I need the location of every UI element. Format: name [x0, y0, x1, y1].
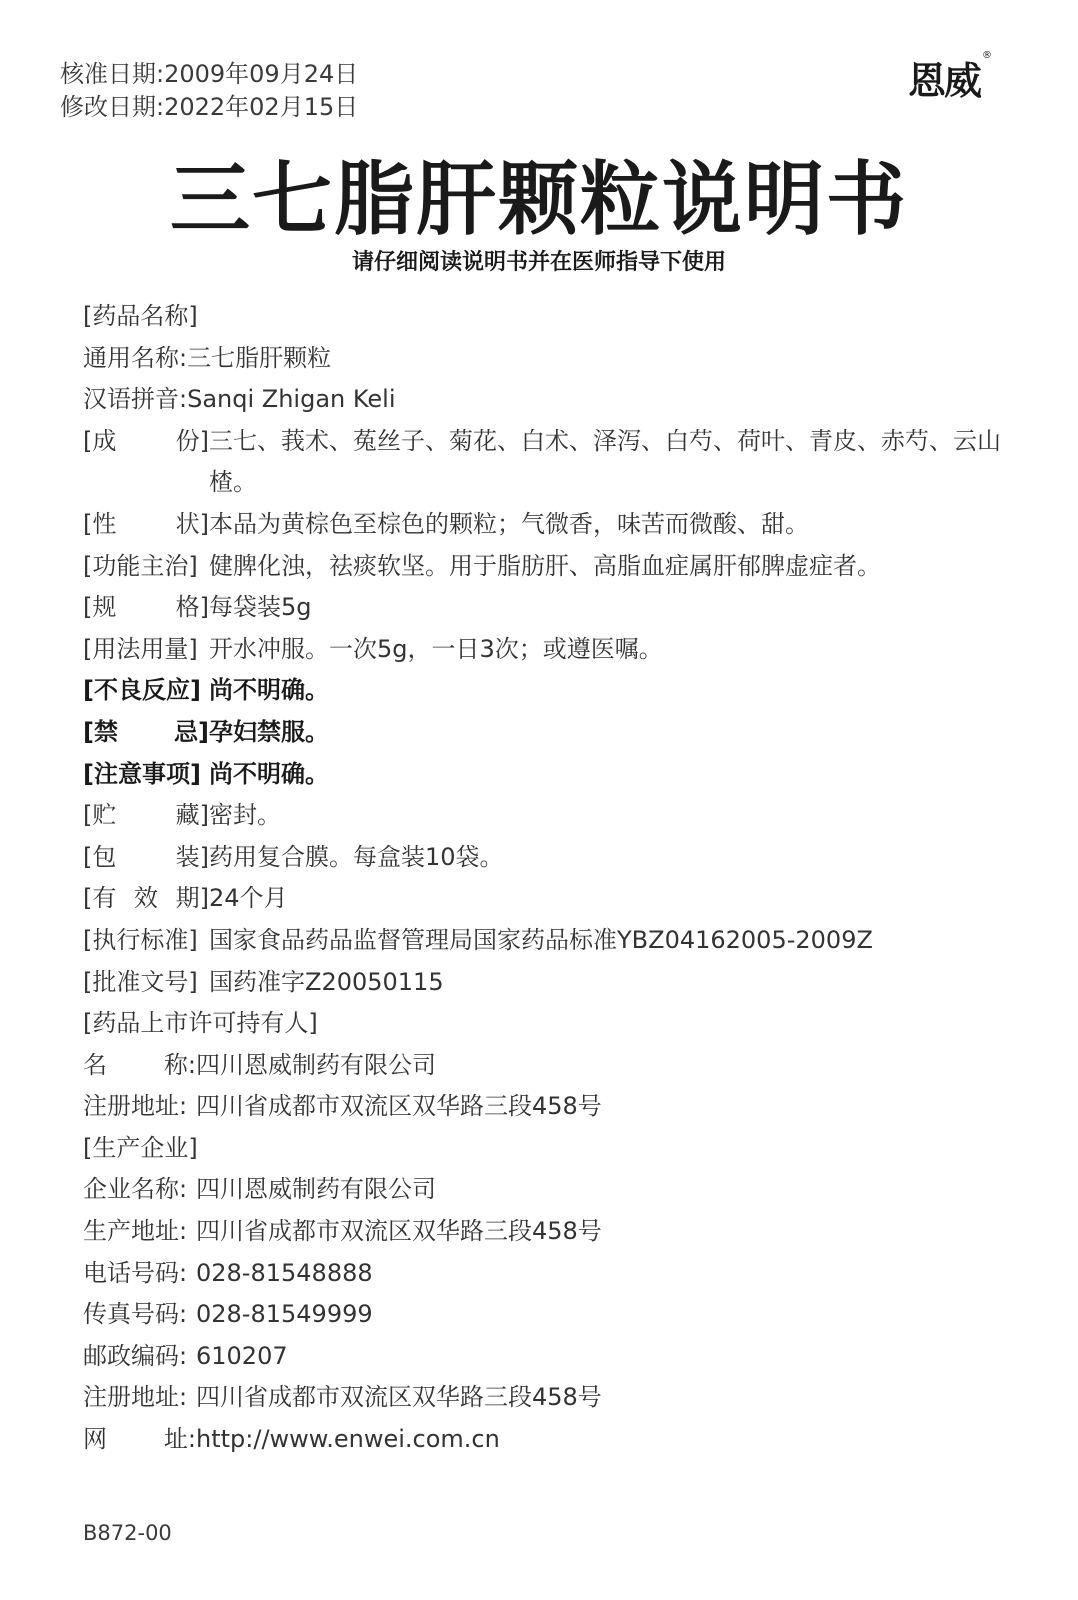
leaflet-content [83, 296, 1018, 1461]
properties-row [83, 504, 1018, 546]
dosage-label: [用法用量] [83, 634, 198, 663]
mfr-address-value: 四川省成都市双流区双华路三段458号 [196, 1217, 602, 1246]
reg-address-row [83, 1377, 1018, 1419]
dosage-value: 开水冲服。一次5g，一日3次；或遵医嘱。 [209, 634, 663, 663]
mah-address-row [83, 1086, 1018, 1128]
generic-name: 通用名称:三七脂肝颗粒 [83, 343, 332, 372]
mah-name-value: 四川恩威制药有限公司 [196, 1050, 436, 1079]
ingredients-label: [成 份] [83, 426, 209, 455]
standard-label: [执行标准] [83, 925, 198, 954]
approval-number-label: [批准文号] [83, 967, 198, 996]
package-row [83, 837, 1018, 879]
precautions-value: 尚不明确。 [209, 759, 329, 788]
storage-value: 密封。 [209, 801, 281, 830]
mfr-name-value: 四川恩威制药有限公司 [196, 1175, 436, 1204]
postcode-value: 610207 [196, 1341, 288, 1370]
approval-number-row [83, 962, 1018, 1004]
adverse-value: 尚不明确。 [209, 676, 329, 705]
specification-value: 每袋装5g [209, 593, 312, 622]
specification-row [83, 587, 1018, 629]
drug-name-heading: [药品名称] [83, 302, 198, 330]
mfr-name-row [83, 1169, 1018, 1211]
mah-address-label: 注册地址: [83, 1092, 188, 1121]
manufacturer-heading: [生产企业] [83, 1133, 198, 1162]
package-value: 药用复合膜。每盒装10袋。 [209, 842, 504, 871]
fax-value: 028-81549999 [196, 1300, 373, 1329]
mah-name-row [83, 1045, 1018, 1087]
indications-row [83, 546, 1018, 588]
contraindications-label: [禁 忌] [83, 717, 209, 746]
document-code: B872-00 [83, 1521, 172, 1545]
fax-row [83, 1294, 1018, 1336]
postcode-row [83, 1336, 1018, 1378]
dates-block [60, 58, 358, 124]
mah-name-label: 名 称: [83, 1050, 196, 1079]
precautions-row [83, 754, 1018, 796]
revision-date: 修改日期:2022年02月15日 [60, 93, 359, 121]
brand-logo [908, 50, 992, 105]
standard-value: 国家食品药品监督管理局国家药品标准YBZ04162005-2009Z [209, 925, 873, 954]
reg-address-label: 注册地址: [83, 1383, 188, 1412]
adverse-row [83, 670, 1018, 712]
reg-address-value: 四川省成都市双流区双华路三段458号 [196, 1383, 602, 1412]
fax-label: 传真号码: [83, 1300, 188, 1329]
indications-label: [功能主治] [83, 551, 198, 580]
brand-name: 恩威 [908, 59, 981, 103]
website-value: http://www.enwei.com.cn [196, 1425, 500, 1454]
mfr-address-row [83, 1211, 1018, 1253]
package-label: [包 装] [83, 842, 209, 871]
mfr-name-label: 企业名称: [83, 1175, 188, 1204]
adverse-label: [不良反应] [83, 676, 201, 705]
registered-mark: ® [982, 50, 993, 61]
approval-date: 核准日期:2009年09月24日 [60, 60, 359, 88]
ingredients-row [83, 421, 1018, 504]
validity-label: [有 效 期] [83, 884, 209, 913]
mah-address-value: 四川省成都市双流区双华路三段458号 [196, 1092, 602, 1121]
specification-label: [规 格] [83, 593, 209, 622]
precautions-label: [注意事项] [83, 759, 201, 788]
phone-value: 028-81548888 [196, 1258, 373, 1287]
document-title: 三七脂肝颗粒说明书 [170, 153, 908, 246]
ingredients-value: 三七、莪术、菟丝子、菊花、白术、泽泻、白芍、荷叶、青皮、赤芍、云山楂。 [209, 426, 1001, 497]
phone-label: 电话号码: [83, 1258, 188, 1287]
standard-row [83, 920, 1018, 962]
postcode-label: 邮政编码: [83, 1341, 188, 1370]
pinyin-name: 汉语拼音:Sanqi Zhigan Keli [83, 385, 396, 414]
validity-row [83, 878, 1018, 920]
phone-row [83, 1253, 1018, 1295]
contraindications-row [83, 712, 1018, 754]
approval-number-value: 国药准字Z20050115 [209, 967, 444, 996]
dosage-row [83, 629, 1018, 671]
validity-value: 24个月 [209, 884, 288, 913]
website-label: 网 址: [83, 1425, 196, 1454]
mah-heading: [药品上市许可持有人] [83, 1009, 318, 1038]
document-subtitle: 请仔细阅读说明书并在医师指导下使用 [351, 250, 726, 275]
website-row [83, 1419, 1018, 1461]
storage-row [83, 795, 1018, 837]
contraindications-value: 孕妇禁服。 [209, 717, 329, 746]
indications-value: 健脾化浊，祛痰软坚。用于脂肪肝、高脂血症属肝郁脾虚症者。 [209, 551, 881, 580]
properties-label: [性 状] [83, 509, 209, 538]
properties-value: 本品为黄棕色至棕色的颗粒；气微香，味苦而微酸、甜。 [209, 509, 809, 538]
mfr-address-label: 生产地址: [83, 1217, 188, 1246]
storage-label: [贮 藏] [83, 801, 209, 830]
